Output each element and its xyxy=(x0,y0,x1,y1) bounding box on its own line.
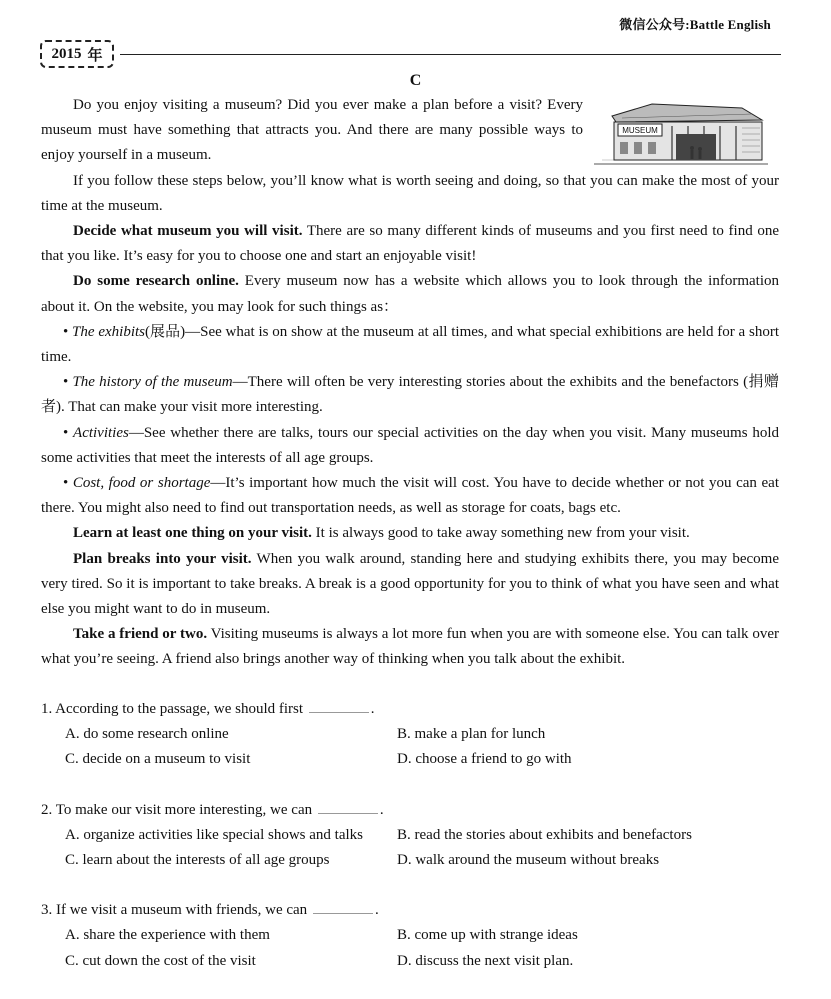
paragraph-research xyxy=(41,269,779,319)
option-a: A. share the experience with them xyxy=(65,927,270,944)
option-b: B. read the stories about exhibits and benefactors xyxy=(397,826,692,843)
option-a: A. do some research online xyxy=(65,726,229,743)
bullet-cost-lead: Cost, food or shortage xyxy=(72,475,211,492)
bullet-cost: • Cost, food or shortage—It’s important how much the visit will cost. You have to decide whether or not you can eat there. You might also need to find out transportation needs, as well as storage for coats, bags etc. xyxy=(41,475,779,517)
bullet-history-text: —There will often be very interesting stories about the exhibits and the benefactors (捐赠者). That can make your visit more interesting. xyxy=(41,374,779,416)
bullet-activities-text: —See whether there are talks, tours our special activities on the day when you visit. Many museums hold some activities that meet the interests of all age groups. xyxy=(41,424,779,466)
question-stem xyxy=(41,898,779,923)
lead-friend: Take a friend or two. xyxy=(73,626,208,643)
option-b: B. make a plan for lunch xyxy=(397,726,546,743)
header-rule xyxy=(120,54,781,55)
bullet-activities: • Activities—See whether there are talks, tours our special activities on the day when you visit. Many museums hold some activities that meet the interests of all age groups. xyxy=(41,424,779,466)
paragraph-breaks xyxy=(41,547,779,623)
question-stem xyxy=(41,697,779,722)
text-friend: Visiting museums is always a lot more fun when you are with someone else. You can talk over what you’re seeing. A friend also brings another way of thinking when you talk about the exhibit. xyxy=(41,626,779,668)
question-list xyxy=(41,697,779,999)
reading-passage xyxy=(41,93,779,673)
option-c: C. learn about the interests of all age groups xyxy=(65,852,330,869)
text-decide: There are so many different kinds of museums and you first need to find one that you like. It’s easy for you to choose one and start an enjoyable visit! xyxy=(41,223,779,265)
text-learn: It is always good to take away something new from your visit. xyxy=(311,525,690,542)
answer-blank xyxy=(313,901,373,914)
question-stem-end: . xyxy=(370,701,375,717)
lead-research: Do some research online. xyxy=(73,273,239,290)
option-b: B. come up with strange ideas xyxy=(397,927,578,944)
year-char: 年 xyxy=(87,47,103,64)
paragraph-friend xyxy=(41,622,779,672)
question-1 xyxy=(41,697,779,773)
paragraph-steps: If you follow these steps below, you’ll know what is worth seeing and doing, so that you can make the most of your time at the museum. xyxy=(41,172,779,214)
option-c: C. decide on a museum to visit xyxy=(65,751,251,768)
bullet-exhibits-text: (展品)—See what is on show at the museum at all times, and what special exhibitions are held for a short time. xyxy=(41,323,780,366)
paragraph-decide xyxy=(41,219,779,269)
bullet-activities-lead: Activities xyxy=(73,424,129,441)
answer-blank xyxy=(318,801,378,814)
question-2 xyxy=(41,798,779,874)
option-d: D. walk around the museum without breaks xyxy=(397,852,660,869)
option-c: C. cut down the cost of the visit xyxy=(65,952,256,969)
options-grid xyxy=(41,722,779,772)
paragraph-intro: Do you enjoy visiting a museum? Did you ever make a plan before a visit? Every museum must have something that attracts you. And there are many possible ways to enjoy yourself in a museum. xyxy=(41,97,583,164)
paragraph-learn xyxy=(41,521,779,546)
source-label: 微信公众号:Battle English xyxy=(619,17,771,32)
question-stem-text: 2. To make our visit more interesting, we can xyxy=(41,801,313,818)
bullet-cost-text: —It’s important how much the visit will cost. You have to decide whether or not you can eat there. You might also need to find out transportation needs, as well as storage for coats, bags etc. xyxy=(41,475,779,517)
bullet-exhibits: • The exhibits(展品)—See what is on show at the museum at all times, and what special exhibitions are held for a short time. xyxy=(41,323,780,366)
option-d: D. choose a friend to go with xyxy=(397,751,572,768)
option-a: A. organize activities like special shows and talks xyxy=(65,826,363,843)
year-number: 2015 xyxy=(51,45,82,62)
lead-decide: Decide what museum you will visit. xyxy=(73,223,303,240)
question-stem-end: . xyxy=(374,902,379,919)
year-badge xyxy=(40,40,114,68)
answer-blank xyxy=(309,700,369,713)
lead-breaks: Plan breaks into your visit. xyxy=(73,550,252,567)
options-grid xyxy=(41,823,779,873)
text-research: Every museum now has a website which allows you to look through the information about it. On the website, you may look for such things as： xyxy=(41,273,779,315)
section-letter: C xyxy=(409,72,422,89)
question-stem-text: 1. According to the passage, we should first xyxy=(41,701,304,717)
lead-learn: Learn at least one thing on your visit. xyxy=(73,525,312,542)
museum-sign-text: MUSEUM xyxy=(622,126,658,135)
question-stem-text: 3. If we visit a museum with friends, we can xyxy=(41,902,308,919)
bullet-exhibits-lead: The exhibits xyxy=(72,323,145,340)
bullet-history-lead: The history of the museum xyxy=(72,374,233,391)
bullet-history: • The history of the museum—There will often be very interesting stories about the exhibits and the benefactors (捐赠者). That can make your visit more interesting. xyxy=(41,374,779,416)
option-d: D. discuss the next visit plan. xyxy=(397,952,574,969)
text-breaks: When you walk around, standing here and studying exhibits there, you may become very tired. So it is important to take breaks. A break is a good opportunity for you to think of what you have seen and what else you might want to do in museum. xyxy=(41,550,779,618)
question-stem xyxy=(41,798,779,823)
question-stem-end: . xyxy=(379,801,384,818)
options-grid xyxy=(41,923,779,973)
question-3 xyxy=(41,898,779,974)
